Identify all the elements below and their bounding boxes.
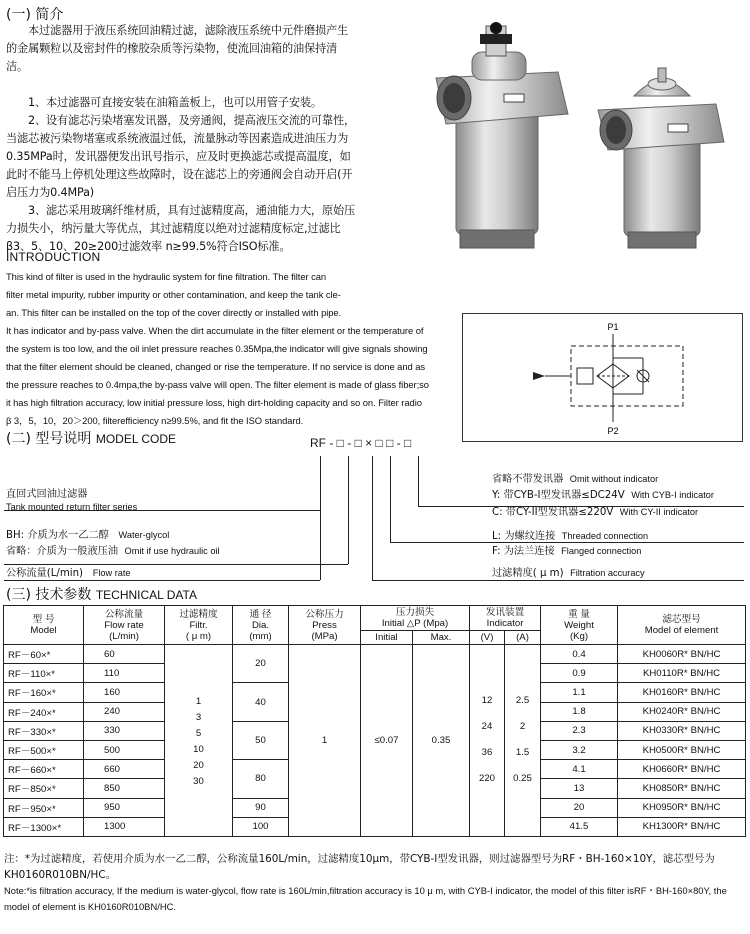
intro-en-line-1: This kind of filter is used in the hydraulic system for fine filtration. The filter can <box>6 271 327 282</box>
model-code-line <box>372 456 373 580</box>
intro-en-line-6: that the filter element should be cleaned, changed or rise the temperature. If no service is done and as <box>6 361 426 372</box>
schematic-p2-label: P2 <box>607 426 619 436</box>
model-label-l <box>492 527 648 542</box>
model-label-flow <box>6 564 131 579</box>
cell-weight: 2.3 <box>541 721 618 740</box>
model-label-l-en: Threaded connection <box>561 531 649 541</box>
header-indicator-en: Indicator <box>486 618 524 629</box>
header-dia-en: Dia. <box>251 619 270 631</box>
cell-press: 1 <box>289 645 361 837</box>
cell-initial: ≤0.07 <box>361 645 413 837</box>
header-model <box>4 606 84 645</box>
intro-cn-paragraph-2: 1、本过滤器可直接安装在油箱盖板上，也可以用管子安装。 <box>28 96 322 109</box>
model-label-flow-cn: 公称流量(L/min) <box>6 568 84 579</box>
model-label-y <box>492 486 714 501</box>
model-code-line <box>372 580 744 581</box>
cell-flow: 110 <box>84 664 165 683</box>
schematic-p1-label: P1 <box>607 322 619 332</box>
tech-title-en: TECHNICAL DATA <box>95 588 197 602</box>
intro-cn-paragraph-3: 2、设有滤芯污染堵塞发讯器，及旁通阀，提高液压交流的可靠性，当滤芯被污染物堵塞或系统液温过低，流量脉动等因素造成进油压力为0.35MPa时，发讯器便发出讯号指示，应及时更换滤芯或提高温度，如此时不能马上停机处理这些故障时，设在滤芯上的旁通阀会自动开启(开启压力为0.4MPa) <box>6 114 356 199</box>
cell-dia: 80 <box>233 760 289 798</box>
cell-element: KH0950R* BN/HC <box>618 798 746 817</box>
header-ploss-en: Initial △P (Mpa) <box>381 618 449 629</box>
filtr-value: 1 <box>195 696 202 708</box>
model-label-f-en: Flanged connection <box>561 546 642 556</box>
model-label-no-indicator <box>492 470 658 485</box>
model-label-bh-cn: BH: 介质为水一乙二醇 <box>6 530 109 541</box>
technical-data-table <box>3 605 746 837</box>
cell-element: KH0850R* BN/HC <box>618 779 746 798</box>
header-element <box>618 606 746 645</box>
header-filtr <box>165 606 233 645</box>
cell-element: KH0660R* BN/HC <box>618 760 746 779</box>
header-flow-unit: (L/min) <box>109 630 139 642</box>
model-label-y-cn: Y: 带CYB-I型发讯器≤DC24V <box>492 490 625 501</box>
filtr-value: 5 <box>195 728 202 740</box>
section-intro-title: (一) 简介 <box>6 7 64 23</box>
model-label-y-en: With CYB-I indicator <box>631 490 714 500</box>
model-label-series-cn: 直回式回油过滤器 <box>6 489 88 500</box>
model-code-line <box>4 580 320 581</box>
header-ploss-initial: Initial <box>361 631 413 645</box>
cell-weight: 1.8 <box>541 702 618 721</box>
cell-dia: 100 <box>233 817 289 836</box>
header-dia-unit: (mm) <box>249 630 272 642</box>
cell-dia: 90 <box>233 798 289 817</box>
header-flow-cn: 公称流量 <box>104 608 144 620</box>
cell-model: RF－110×* <box>4 664 84 683</box>
cell-weight: 3.2 <box>541 740 618 759</box>
hydraulic-schematic <box>462 313 743 442</box>
cell-weight: 20 <box>541 798 618 817</box>
cell-flow: 950 <box>84 798 165 817</box>
product-photo <box>386 6 744 258</box>
model-code-line <box>320 456 321 580</box>
header-filtr-en: Filtr. <box>189 619 208 631</box>
cell-weight: 1.1 <box>541 683 618 702</box>
model-label-accuracy-cn: 过滤精度( μ m) <box>492 568 564 579</box>
header-press-cn: 公称压力 <box>305 608 344 620</box>
intro-en-line-5: the system is too low, and the oil inlet pressure reaches 0.35Mpa,the indicator will give signals showing <box>6 343 428 354</box>
header-dia <box>233 606 289 645</box>
intro-en-line-9: β 3，5，10，20＞200, filterefficiency n≥99.5%, and fit the ISO standard. <box>6 415 304 426</box>
header-press-en: Press <box>312 619 337 631</box>
cell-element: KH0060R* BN/HC <box>618 645 746 664</box>
intro-en-line-2: filter metal impurity, rubber impurity or other contamination, and keep the tank cle- <box>6 289 341 300</box>
model-label-l-cn: L: 为螺纹连接 <box>492 531 556 542</box>
intro-cn-paragraph-4: 3、滤芯采用玻璃纤维材质，具有过滤精度高，通油能力大，原始压力损失小，纳污量大等优点，其过滤精度以绝对过滤精度标定,过滤比β3、5、10、20≥200过滤效率 n≥99.5%符合ISO标准。 <box>6 204 356 253</box>
model-label-f <box>492 542 641 557</box>
header-press-unit: (MPa) <box>311 630 338 642</box>
cell-model: RF－160×* <box>4 683 84 702</box>
model-code-line <box>418 456 419 506</box>
header-ploss <box>361 606 470 631</box>
amp-value: 2.5 <box>515 695 530 707</box>
cell-model: RF－330×* <box>4 721 84 740</box>
header-indicator-a: (A) <box>505 631 541 645</box>
header-dia-cn: 通 径 <box>249 608 272 620</box>
section-tech-title <box>6 584 197 604</box>
volt-value: 36 <box>481 747 493 759</box>
model-label-omit-en: Omit if use hydraulic oil <box>124 546 220 556</box>
volt-value: 24 <box>481 721 493 733</box>
model-label-c-en: With CY-II indicator <box>619 507 699 517</box>
model-label-omit-cn: 省略：介质为一般液压油 <box>6 546 119 557</box>
header-flow <box>84 606 165 645</box>
cell-dia: 50 <box>233 721 289 759</box>
model-label-accuracy <box>492 564 645 579</box>
section-model-code-title <box>6 428 176 448</box>
header-ploss-cn: 压力损失 <box>395 607 435 618</box>
header-indicator <box>470 606 541 631</box>
header-element-cn: 滤芯型号 <box>662 614 701 625</box>
note-cn: 注：*为过滤精度，若使用介质为水一乙二醇，公称流量160L/min，过滤精度10μm，带CYB-I型发讯器，则过滤器型号为RF・BH-160×10Y，滤芯型号为KH0160R010BN/HC。 <box>4 853 715 881</box>
volt-value: 12 <box>481 695 493 707</box>
header-model-en: Model <box>30 625 57 636</box>
cell-model: RF－500×* <box>4 740 84 759</box>
filter-left <box>436 22 568 248</box>
model-label-no-indicator-cn: 省略不带发讯器 <box>492 474 564 485</box>
table-row <box>4 645 746 664</box>
filtr-value: 3 <box>195 712 202 724</box>
model-code-pattern: RF - □ - □ × □ □ - □ <box>310 436 412 450</box>
table-header-row <box>4 606 746 631</box>
cell-dia: 20 <box>233 645 289 683</box>
note-en: Note:*is filtration accuracy, If the medium is water-glycol, flow rate is 160L/min,filtration accuracy is 10 μ m, with CYB-I indicator, the model of this filter isRF・BH-160×80Y, the model of element is KH0160R010BN/HC. <box>4 885 727 912</box>
filter-right <box>598 68 724 248</box>
cell-flow: 240 <box>84 702 165 721</box>
cell-filtr-group <box>165 645 233 837</box>
header-indicator-cn: 发讯装置 <box>485 607 525 618</box>
model-label-series-en: Tank mounted return filter series <box>6 502 138 512</box>
cell-element: KH0110R* BN/HC <box>618 664 746 683</box>
cell-model: RF－60×* <box>4 645 84 664</box>
model-label-bh <box>6 526 169 541</box>
cell-model: RF－850×* <box>4 779 84 798</box>
model-code-title-cn: (二) 型号说明 <box>6 431 92 447</box>
tech-title-cn: (三) 技术参数 <box>6 587 92 603</box>
header-ploss-max: Max. <box>413 631 470 645</box>
cell-amp-group <box>505 645 541 837</box>
header-press <box>289 606 361 645</box>
amp-value: 1.5 <box>515 747 530 759</box>
header-flow-en: Flow rate <box>104 619 144 631</box>
cell-model: RF－240×* <box>4 702 84 721</box>
amp-value: 2 <box>519 721 526 733</box>
model-label-accuracy-en: Filtration accuracy <box>570 568 645 578</box>
cell-weight: 4.1 <box>541 760 618 779</box>
model-code-title-en: MODEL CODE <box>95 432 177 446</box>
model-label-bh-en: Water-glycol <box>118 530 170 540</box>
cell-dia: 40 <box>233 683 289 721</box>
cell-flow: 60 <box>84 645 165 664</box>
cell-flow: 330 <box>84 721 165 740</box>
amp-value: 0.25 <box>513 773 532 785</box>
model-label-omit <box>6 542 220 557</box>
cell-flow: 500 <box>84 740 165 759</box>
filtr-value: 20 <box>193 760 204 772</box>
cell-element: KH0160R* BN/HC <box>618 683 746 702</box>
intro-cn-paragraph-1: 本过滤器用于液压系统回油精过滤，滤除液压系统中元件磨损产生的金属颗粒以及密封件的橡胶杂质等污染物，使流回油箱的油保持清洁。 <box>6 24 349 73</box>
filtr-value: 30 <box>193 776 204 788</box>
intro-en-line-8: it has high filtration accuracy, low initial pressure loss, high dirt-holding capacity and so on. Filter radio <box>6 397 422 408</box>
header-model-cn: 型 号 <box>32 614 55 625</box>
model-label-flow-en: Flow rate <box>92 568 131 578</box>
cell-element: KH0500R* BN/HC <box>618 740 746 759</box>
header-weight-en: Weight <box>564 619 594 631</box>
cell-flow: 660 <box>84 760 165 779</box>
header-filtr-unit: ( μ m) <box>185 630 212 642</box>
header-indicator-v: (V) <box>470 631 505 645</box>
header-filtr-cn: 过滤精度 <box>179 608 218 620</box>
cell-flow: 160 <box>84 683 165 702</box>
cell-weight: 0.9 <box>541 664 618 683</box>
intro-en-line-4: It has indicator and by-pass valve. When the dirt accumulate in the filter element or the temperature of <box>6 325 424 336</box>
cell-flow: 1300 <box>84 817 165 836</box>
cell-weight: 13 <box>541 779 618 798</box>
cell-weight: 0.4 <box>541 645 618 664</box>
cell-model: RF－1300×* <box>4 817 84 836</box>
cell-weight: 41.5 <box>541 817 618 836</box>
cell-element: KH1300R* BN/HC <box>618 817 746 836</box>
cell-model: RF－950×* <box>4 798 84 817</box>
header-weight-cn: 重 量 <box>568 608 590 620</box>
header-weight <box>541 606 618 645</box>
cell-max: 0.35 <box>413 645 470 837</box>
header-element-en: Model of element <box>644 625 719 636</box>
cell-volt-group <box>470 645 505 837</box>
cell-element: KH0240R* BN/HC <box>618 702 746 721</box>
cell-element: KH0330R* BN/HC <box>618 721 746 740</box>
model-code-line <box>348 456 349 564</box>
cell-flow: 850 <box>84 779 165 798</box>
model-label-no-indicator-en: Omit without indicator <box>569 474 659 484</box>
filtr-value: 10 <box>193 744 204 756</box>
model-label-f-cn: F: 为法兰连接 <box>492 546 555 557</box>
model-label-c-cn: C: 带CY-II型发讯器≤220V <box>492 507 614 518</box>
cell-model: RF－660×* <box>4 760 84 779</box>
model-code-line <box>390 456 391 542</box>
header-weight-unit: (Kg) <box>569 630 589 642</box>
intro-en-title: INTRODUCTION <box>6 250 101 264</box>
intro-en-line-7: the pressure reaches to 0.4mpa,the by-pass valve will open. The filter element is made of glass fiber;so <box>6 379 429 390</box>
model-label-c <box>492 503 698 518</box>
intro-en-line-3: an. This filter can be installed on the top of the cover directly or installed with pipe. <box>6 307 342 318</box>
volt-value: 220 <box>479 773 496 785</box>
